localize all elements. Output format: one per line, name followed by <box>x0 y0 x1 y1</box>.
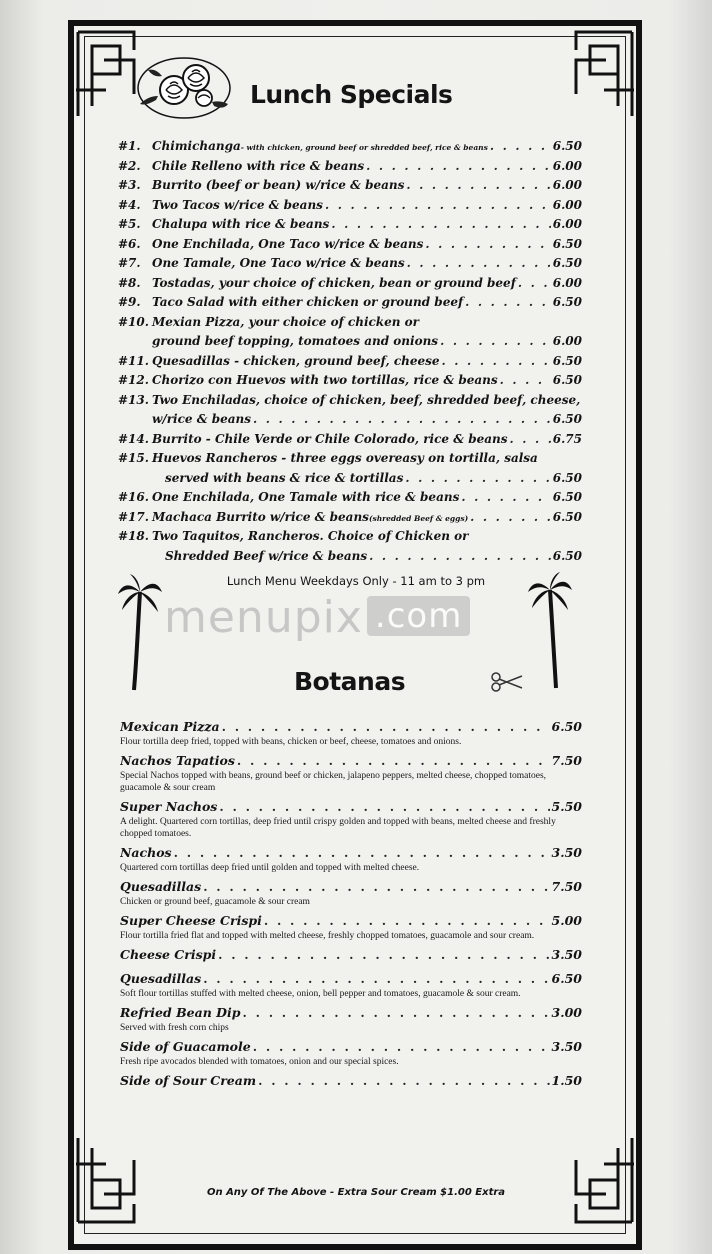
lunch-item-number: #18. <box>118 529 149 543</box>
lunch-item-price: 6.50 <box>552 412 582 426</box>
dot-leader <box>407 254 551 274</box>
lunch-item-line <box>118 157 582 177</box>
botana-item-price: 1.50 <box>551 1073 582 1088</box>
menupix-watermark <box>164 592 470 643</box>
dot-leader <box>331 215 550 235</box>
lunch-item-number: #15. <box>118 451 149 465</box>
lunch-item-line <box>118 196 582 216</box>
lunch-item-text: Chimichanga <box>152 139 241 153</box>
lunch-item-price: 6.75 <box>552 431 582 446</box>
corner-ornament-icon <box>566 1134 636 1224</box>
lunch-item <box>118 274 582 294</box>
botana-item-description: Flour tortilla fried flat and topped with melted cheese, freshly chopped tomatoes, guacamole and sour cream. <box>120 931 535 941</box>
lunch-item-text: Chalupa with rice & beans <box>152 217 330 231</box>
lunch-item-price: 6.50 <box>552 509 582 524</box>
lunch-item-detail: (shredded Beef & eggs) <box>368 513 469 523</box>
lunch-item-text: One Enchilada, One Tamale with rice & beans <box>152 490 460 504</box>
lunch-item-price: 6.50 <box>552 548 582 563</box>
lunch-item-number: #4. <box>118 197 141 212</box>
dot-leader <box>510 430 551 450</box>
botana-item-line <box>120 970 582 988</box>
dot-leader <box>174 844 550 862</box>
dot-leader <box>366 157 551 177</box>
lunch-item-line <box>118 137 582 157</box>
lunch-item-price: 6.00 <box>552 178 582 192</box>
botana-item <box>120 1004 582 1034</box>
botana-item-price: 3.00 <box>551 1005 582 1020</box>
lunch-item <box>118 527 582 566</box>
lunch-item-price: 6.50 <box>552 373 582 387</box>
botana-item-name: Side of Sour Cream <box>120 1073 257 1088</box>
watermark-text: menupix <box>164 592 363 643</box>
dot-leader <box>203 970 549 988</box>
lunch-item-number: #11. <box>118 353 149 368</box>
lunch-item-line <box>118 235 582 255</box>
dot-leader <box>218 946 549 964</box>
lunch-item-text: One Enchilada, One Taco w/rice & beans <box>152 236 424 251</box>
dot-leader <box>440 332 551 352</box>
botana-item-description: Served with fresh corn chips <box>120 1023 229 1033</box>
lunch-item-text: Taco Salad with either chicken or ground beef <box>152 295 464 309</box>
botana-item-price: 7.50 <box>551 879 582 894</box>
lunch-item-line <box>118 449 582 469</box>
lunch-item-line <box>118 430 582 450</box>
lunch-item-price: 6.50 <box>552 295 582 309</box>
lunch-item-text: One Tamale, One Taco w/rice & beans <box>152 256 405 270</box>
botana-item <box>120 878 582 908</box>
botana-item-name: Mexican Pizza <box>120 719 220 734</box>
botana-item-description: A delight. Quartered corn tortillas, deep fried until crispy golden and topped with beans, melted cheese and freshly chopped tomatoes. <box>120 817 556 839</box>
lunch-item-text: Two Tacos w/rice & beans <box>152 197 323 212</box>
botana-item-description: Quartered corn tortillas deep fried until golden and topped with melted cheese. <box>120 863 420 873</box>
lunch-item <box>118 196 582 216</box>
lunch-item <box>118 176 582 196</box>
botana-item-price: 3.50 <box>551 1039 582 1054</box>
lunch-item <box>118 488 582 508</box>
lunch-item-line <box>118 293 582 313</box>
lunch-item <box>118 449 582 488</box>
lunch-item-line <box>118 488 582 508</box>
botana-item <box>120 946 582 964</box>
lunch-item-price: 6.50 <box>552 470 582 485</box>
lunch-item-price: 6.00 <box>552 334 582 348</box>
lunch-item-number: #8. <box>118 275 141 290</box>
dot-leader <box>500 371 551 391</box>
botana-item-description: Special Nachos topped with beans, ground beef or chicken, jalapeno peppers, melted cheese, chopped tomatoes, guacamole & sour cream <box>120 771 547 793</box>
botana-item-name: Nachos <box>120 845 172 860</box>
lunch-item <box>118 137 582 157</box>
lunch-item-text: Mexian Pizza, your choice of chicken or <box>152 314 419 329</box>
botana-item-line <box>120 912 582 930</box>
botana-item-price: 5.00 <box>551 913 582 928</box>
lunch-item <box>118 254 582 274</box>
lunch-item-line <box>118 469 582 489</box>
lunch-item-line <box>118 352 582 372</box>
lunch-item-number: #10. <box>118 314 149 329</box>
lunch-item <box>118 508 582 528</box>
palm-tree-icon <box>118 574 162 692</box>
lunch-hours-note: Lunch Menu Weekdays Only - 11 am to 3 pm <box>226 574 486 588</box>
botana-item-description: Fresh ripe avocados blended with tomatoes, onion and our special spices. <box>120 1057 399 1067</box>
extra-sour-cream-note: On Any Of The Above - Extra Sour Cream $1.00 Extra <box>206 1187 506 1198</box>
corner-ornament-icon <box>566 30 636 120</box>
dot-leader <box>369 547 551 567</box>
scissors-icon <box>490 672 524 692</box>
lunch-item-text: Huevos Rancheros - three eggs overeasy on tortilla, salsa <box>152 451 538 465</box>
botana-item-price: 6.50 <box>551 719 582 734</box>
dot-leader <box>253 410 551 430</box>
lunch-item-line <box>118 527 582 547</box>
dot-leader <box>203 878 549 896</box>
lunch-item-text: Chile Relleno with rice & beans <box>152 158 365 173</box>
lunch-item-number: #5. <box>118 217 141 231</box>
lunch-item-number: #7. <box>118 256 141 270</box>
corner-ornament-icon <box>74 30 144 120</box>
lunch-item-number: #12. <box>118 373 149 387</box>
lunch-item-price: 6.00 <box>552 275 582 290</box>
lunch-item-text: Quesadillas - chicken, ground beef, cheese <box>152 353 440 368</box>
dot-leader <box>442 352 551 372</box>
dot-leader <box>258 1072 549 1090</box>
botana-item <box>120 912 582 942</box>
watermark-domain: .com <box>367 596 470 636</box>
lunch-item <box>118 352 582 372</box>
lunch-item <box>118 215 582 235</box>
lunch-item-number: #9. <box>118 295 141 309</box>
lunch-item-text: Machaca Burrito w/rice & beans <box>152 509 369 524</box>
botana-item <box>120 970 582 1000</box>
lunch-item-line <box>118 508 582 528</box>
dot-leader <box>222 718 550 736</box>
dot-leader <box>461 488 550 508</box>
palm-tree-icon <box>528 572 572 690</box>
botana-item-price: 7.50 <box>551 753 582 768</box>
botana-item-line <box>120 718 582 736</box>
lunch-item-line <box>118 254 582 274</box>
botana-item-name: Super Cheese Crispi <box>120 913 262 928</box>
botanas-title: Botanas <box>294 667 406 696</box>
lunch-item-price: 6.00 <box>552 197 582 212</box>
lunch-item-number: #17. <box>118 509 149 524</box>
botana-item <box>120 798 582 840</box>
botana-item-name: Quesadillas <box>120 879 202 894</box>
lunch-item-price: 6.00 <box>552 158 582 173</box>
lunch-item <box>118 371 582 391</box>
botana-item-name: Side of Guacamole <box>120 1039 251 1054</box>
botana-item-line <box>120 844 582 862</box>
botana-item-price: 5.50 <box>551 799 582 814</box>
lunch-item-detail: - with chicken, ground beef or shredded beef, rice & beans <box>240 143 488 152</box>
lunch-item-number: #3. <box>118 178 141 192</box>
lunch-item-number: #6. <box>118 236 141 251</box>
dot-leader <box>490 137 551 157</box>
dot-leader <box>264 912 550 930</box>
lunch-item-line <box>118 410 582 430</box>
lunch-item-price: 6.50 <box>552 490 582 504</box>
lunch-item-number: #14. <box>118 431 149 446</box>
lunch-item <box>118 293 582 313</box>
dot-leader <box>242 1004 549 1022</box>
botana-item-line <box>120 798 582 816</box>
botana-item-description: Soft flour tortillas stuffed with melted cheese, onion, bell pepper and tomatoes, guacamole & sour cream. <box>120 989 521 999</box>
lunch-item <box>118 313 582 352</box>
lunch-item <box>118 391 582 430</box>
dot-leader <box>406 176 550 196</box>
dot-leader <box>465 293 551 313</box>
dot-leader <box>425 235 550 255</box>
botana-item-line <box>120 1072 582 1090</box>
botana-item-name: Cheese Crispi <box>120 947 217 962</box>
botana-item-price: 3.50 <box>551 947 582 962</box>
botana-item-line <box>120 878 582 896</box>
lunch-item-line <box>118 313 582 333</box>
lunch-item-text: Tostadas, your choice of chicken, bean or ground beef <box>152 275 516 290</box>
lunch-item-number: #1. <box>118 139 141 153</box>
dot-leader <box>237 752 550 770</box>
botana-item <box>120 752 582 794</box>
lunch-item-number: #13. <box>118 392 149 407</box>
lunch-item-price: 6.50 <box>552 139 582 153</box>
botana-item <box>120 1072 582 1090</box>
lunch-item-line <box>118 215 582 235</box>
lunch-item <box>118 430 582 450</box>
botana-item-name: Nachos Tapatios <box>120 753 235 768</box>
botana-item-line <box>120 1038 582 1056</box>
dot-leader <box>405 469 550 489</box>
lunch-item-text: Chorizo con Huevos with two tortillas, rice & beans <box>152 373 498 387</box>
dot-leader <box>325 196 551 216</box>
botana-item-line <box>120 946 582 964</box>
botana-item <box>120 718 582 748</box>
lunch-specials-list <box>118 137 582 566</box>
lunch-item-text: w/rice & beans <box>152 412 252 426</box>
lunch-item-line <box>118 176 582 196</box>
lunch-item <box>118 235 582 255</box>
lunch-item-text: Two Enchiladas, choice of chicken, beef, shredded beef, cheese, <box>152 392 581 407</box>
lunch-item-price: 6.50 <box>552 353 582 368</box>
botana-item-name: Quesadillas <box>120 971 202 986</box>
lunch-item <box>118 157 582 177</box>
lunch-item-line <box>118 371 582 391</box>
botana-item-line <box>120 1004 582 1022</box>
lunch-item-price: 6.00 <box>552 217 582 231</box>
lunch-item-line <box>118 547 582 567</box>
lunch-item-price: 6.50 <box>552 256 582 270</box>
lunch-item-text: served with beans & rice & tortillas <box>165 470 404 485</box>
lunch-item-line <box>118 391 582 411</box>
lunch-item-text: Shredded Beef w/rice & beans <box>165 548 368 563</box>
lunch-item-line <box>118 274 582 294</box>
dot-leader <box>518 274 551 294</box>
botana-item <box>120 844 582 874</box>
dot-leader <box>253 1038 550 1056</box>
botana-item <box>120 1038 582 1068</box>
dot-leader <box>470 508 551 528</box>
botana-item-line <box>120 752 582 770</box>
botana-item-name: Super Nachos <box>120 799 218 814</box>
botana-item-name: Refried Bean Dip <box>120 1005 241 1020</box>
botanas-list <box>120 718 582 1096</box>
botana-item-description: Flour tortilla deep fried, topped with beans, chicken or beef, cheese, tomatoes and onions. <box>120 737 462 747</box>
botana-item-description: Chicken or ground beef, guacamole & sour cream <box>120 897 310 907</box>
lunch-specials-title: Lunch Specials <box>250 80 453 109</box>
lunch-item-text: Two Taquitos, Rancheros. Choice of Chicken or <box>152 529 469 543</box>
botana-item-price: 6.50 <box>551 971 582 986</box>
dot-leader <box>219 798 549 816</box>
lunch-item-text: Burrito (beef or bean) w/rice & beans <box>152 178 405 192</box>
lunch-item-line <box>118 332 582 352</box>
lunch-item-number: #2. <box>118 158 141 173</box>
lunch-item-number: #16. <box>118 490 149 504</box>
lunch-item-text: Burrito - Chile Verde or Chile Colorado, rice & beans <box>152 431 508 446</box>
lunch-item-text: ground beef topping, tomatoes and onions <box>152 334 439 348</box>
lunch-item-price: 6.50 <box>552 236 582 251</box>
corner-ornament-icon <box>74 1134 144 1224</box>
rose-icon <box>136 54 232 120</box>
botana-item-price: 3.50 <box>551 845 582 860</box>
